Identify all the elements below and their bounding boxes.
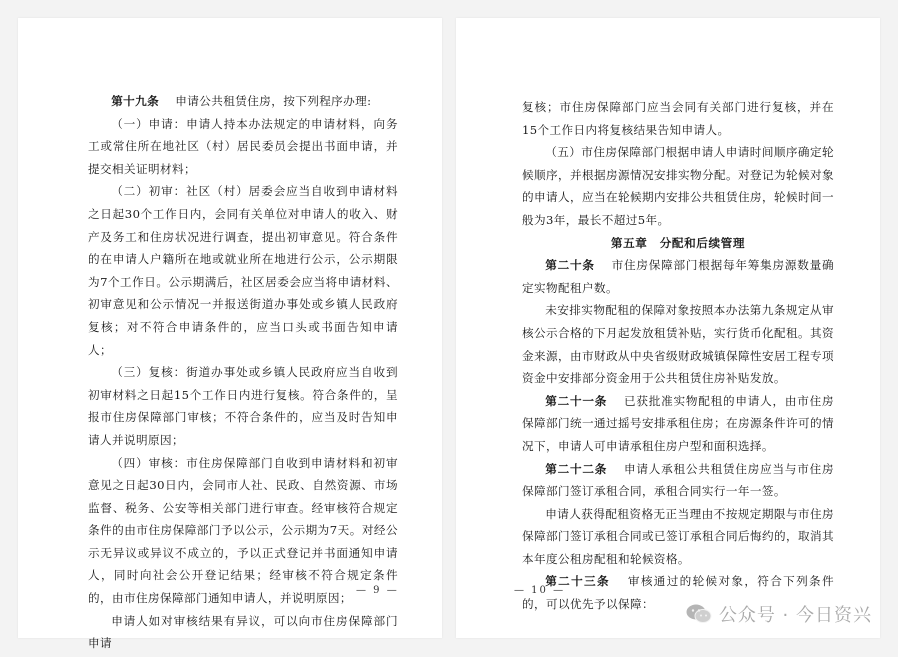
page-number: — 10 — [514,585,566,596]
page-body [522,96,834,616]
paragraph: 未安排实物配租的保障对象按照本办法第九条规定从审核公示合格的下月起发放租赁补贴，实行货币化配租。其资金来源，由市财政从中央省级财政城镇保障性安居工程专项资金中安排部分资金用于公共租赁住房补贴发放。 [522,303,834,386]
article-number: 第十九条 [111,94,160,108]
paragraph-text: 申请公共租赁住房，按下列程序办理: [175,94,372,108]
paragraph: （二）初审：社区（村）居委会应当自收到申请材料之日起30个工作日内，会同有关单位对申请人的收入、财产及务工和住房状况进行调查，提出初审意见。符合条件的在申请人户籍所在地或就业所在地进行公示，公示期限为7个工作日。公示期满后，社区居委会应当将申请材料、初审意见和公示情况一并报送街道办事处或乡镇人民政府复核；对不符合申请条件的，应当口头或书面告知申请人； [88,184,398,357]
paragraph: （三）复核：街道办事处或乡镇人民政府应当自收到初审材料之日起15个工作日内进行复核。符合条件的，呈报市住房保障部门审核；不符合条件的，应当及时告知申请人并说明原因； [88,365,398,447]
chapter-title: 第五章 分配和后续管理 [610,235,746,250]
article-number: 第二十二条 [545,461,608,476]
paragraph: 申请人如对审核结果有异议，可以向市住房保障部门申请 [88,613,398,651]
paragraph-text: 已获批准实物配租的申请人，由市住房保障部门统一通过摇号安排承租住房；在房源条件许可的情况下，申请人可申请承租住房户型和面积选择。 [522,393,834,453]
paragraph-text: 市住房保障部门根据每年筹集房源数量确定实物配租户数。 [522,258,834,295]
article-number: 第二十一条 [545,393,608,408]
paragraph-text: 申请人承租公共租赁住房应当与市住房保障部门签订承租合同，承租合同实行一年一签。 [522,461,834,499]
paragraph: 申请人获得配租资格无正当理由不按规定期限与市住房保障部门签订承租合同或已签订承租合同后悔约的，取消其本年度公租房配租和轮候资格。 [522,506,834,566]
paragraph [522,458,834,503]
page-number: — 9 — [356,585,399,596]
article-number: 第二十条 [545,258,595,273]
paragraph [522,390,834,458]
paragraph: （五）市住房保障部门根据申请人申请时间顺序确定轮候顺序，并根据房源情况安排实物分配。对登记为轮候对象的申请人，应当在轮候期内安排公共租赁住房，轮候时间一般为3年，最长不超过5年。 [522,145,834,227]
article-number: 第二十三条 [545,574,610,589]
paragraph: （四）审核：市住房保障部门自收到申请材料和初审意见之日起30日内，会同市人社、民政、自然资源、市场监督、税务、公安等相关部门进行审查。经审核符合规定条件的由市住房保障部门予以公示，公示期为7天。对经公示无异议或异议不成立的，予以正式登记并书面通知申请人，同时向社会公开登记结果；经审核不符合规定条件的，由市住房保障部门通知申请人，并说明原因； [88,455,398,606]
document-page-right [456,18,880,638]
wechat-icon [685,602,713,626]
paragraph-text: 审核通过的轮候对象，符合下列条件的，可以优先予以保障： [522,574,834,612]
paragraph [88,90,398,113]
page-body [88,90,398,655]
document-page-left [18,18,442,651]
watermark-text: 公众号 · 今日资兴 [718,605,872,626]
paragraph: 复核；市住房保障部门应当会同有关部门进行复核，并在15个工作日内将复核结果告知申请人。 [522,100,834,137]
watermark [685,601,872,627]
paragraph: （一）申请：申请人持本办法规定的申请材料，向务工或常住所在地社区（村）居民委员会提出书面申请，并提交相关证明材料； [88,116,398,176]
paragraph [522,254,834,299]
